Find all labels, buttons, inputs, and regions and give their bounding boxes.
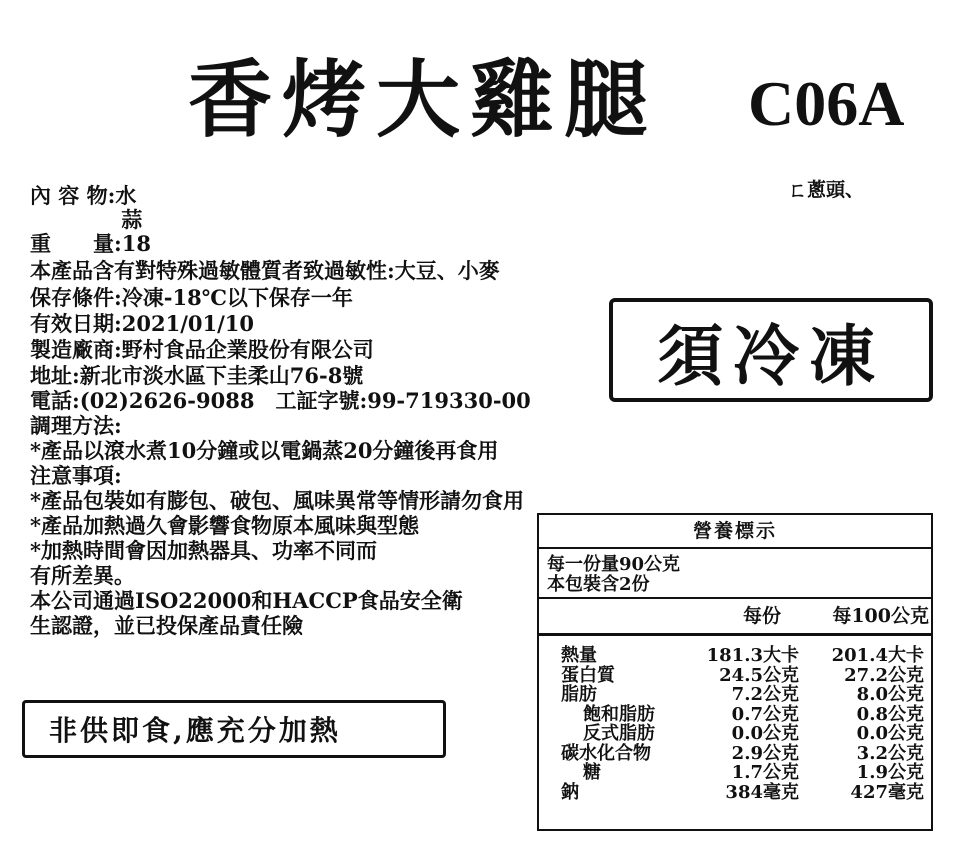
nutrition-facts-table <box>537 513 933 831</box>
product-code: C06A <box>748 68 905 139</box>
nutrient-per-serving: 0.7公克 <box>731 703 799 725</box>
nutrient-per-serving: 24.5公克 <box>719 664 799 686</box>
nutrition-title: 營養標示 <box>539 515 931 549</box>
nutrient-per-100g: 0.0公克 <box>856 723 924 744</box>
nutrient-name: 熱量 <box>561 645 597 666</box>
info-line-certification: 本公司通過ISO22000和HACCP食品安全衛 <box>30 588 463 613</box>
nutrient-per-serving: 2.9公克 <box>731 742 799 764</box>
servings-per-pack: 本包裝含2份 <box>547 574 650 595</box>
nutrition-row-sodium <box>539 783 931 803</box>
not-ready-to-eat-box: 非供即食,應充分加熱 <box>22 700 446 758</box>
info-line-allergen: 本產品含有對特殊過敏體質者致過敏性:大豆、小麥 <box>30 258 500 283</box>
nutrition-row-fat <box>539 685 931 705</box>
nutrition-column-header <box>539 597 931 629</box>
nutrient-name: 糖 <box>583 762 601 783</box>
nutrient-name: 脂肪 <box>561 684 597 705</box>
info-line-contents: 內 容 物:水 <box>30 183 137 208</box>
info-line-note-1: *產品包裝如有膨包、破包、風味異常等情形請勿食用 <box>30 488 524 513</box>
nutrient-per-100g: 3.2公克 <box>856 742 924 764</box>
nutrition-row-carbohydrate <box>539 744 931 764</box>
nutrient-per-serving: 7.2公克 <box>731 684 799 705</box>
info-line-storage: 保存條件:冷凍-18℃以下保存一年 <box>30 285 353 310</box>
nutrient-name: 反式脂肪 <box>583 723 655 744</box>
nutrient-name: 碳水化合物 <box>561 742 651 764</box>
top-right-fragment: ㄈ蔥頭、 <box>788 179 865 201</box>
info-line-note-2: *產品加熱過久會影響食物原本風味與型態 <box>30 513 419 538</box>
nutrition-rows <box>539 633 931 802</box>
info-line-contents-2: 蒜 <box>30 207 143 232</box>
nutrition-row-trans-fat <box>539 724 931 744</box>
col-per-100g: 每100公克 <box>832 604 929 627</box>
info-line-address: 地址:新北市淡水區下圭柔山76-8號 <box>30 363 364 388</box>
info-line-certification-2: 生認證，並已投保產品責任險 <box>30 613 303 638</box>
nutrition-row-saturated-fat <box>539 705 931 725</box>
nutrient-per-serving: 0.0公克 <box>731 723 799 744</box>
nutrient-name: 鈉 <box>561 781 579 803</box>
nutrient-per-100g: 0.8公克 <box>856 703 924 725</box>
nutrition-row-calories <box>539 646 931 666</box>
info-line-note-3: *加熱時間會因加熱器具、功率不同而 <box>30 538 377 563</box>
nutrient-per-100g: 8.0公克 <box>856 684 924 705</box>
info-line-cooking-method: *產品以滾水煮10分鐘或以電鍋蒸20分鐘後再食用 <box>30 438 499 463</box>
nutrition-row-protein <box>539 666 931 686</box>
info-line-expiry: 有效日期:2021/01/10 <box>30 311 254 336</box>
col-per-serving: 每份 <box>742 604 781 627</box>
info-line-note-3-cont: 有所差異。 <box>30 563 135 588</box>
nutrient-name: 蛋白質 <box>561 664 615 686</box>
nutrient-per-100g: 201.4大卡 <box>831 645 924 666</box>
serving-size: 每一份量90公克 <box>547 554 681 575</box>
keep-frozen-stamp: 須冷凍 <box>609 298 933 402</box>
info-line-cooking-heading: 調理方法: <box>30 413 122 438</box>
info-line-notes-heading: 注意事項: <box>30 463 122 488</box>
info-line-manufacturer: 製造廠商:野村食品企業股份有限公司 <box>30 337 374 362</box>
info-line-weight: 重 量:18 <box>30 231 151 256</box>
info-line-phone: 電話:(02)2626-9088 工証字號:99-719330-00 <box>30 388 531 413</box>
nutrient-per-100g: 27.2公克 <box>844 664 924 686</box>
nutrient-per-100g: 1.9公克 <box>856 762 924 783</box>
nutrient-per-serving: 1.7公克 <box>731 762 799 783</box>
nutrient-per-serving: 384毫克 <box>725 781 799 803</box>
nutrition-row-sugar <box>539 763 931 783</box>
product-title: 香烤大雞腿 <box>188 51 659 149</box>
nutrient-per-100g: 427毫克 <box>850 781 924 803</box>
nutrient-name: 飽和脂肪 <box>583 703 655 725</box>
nutrient-per-serving: 181.3大卡 <box>706 645 799 666</box>
